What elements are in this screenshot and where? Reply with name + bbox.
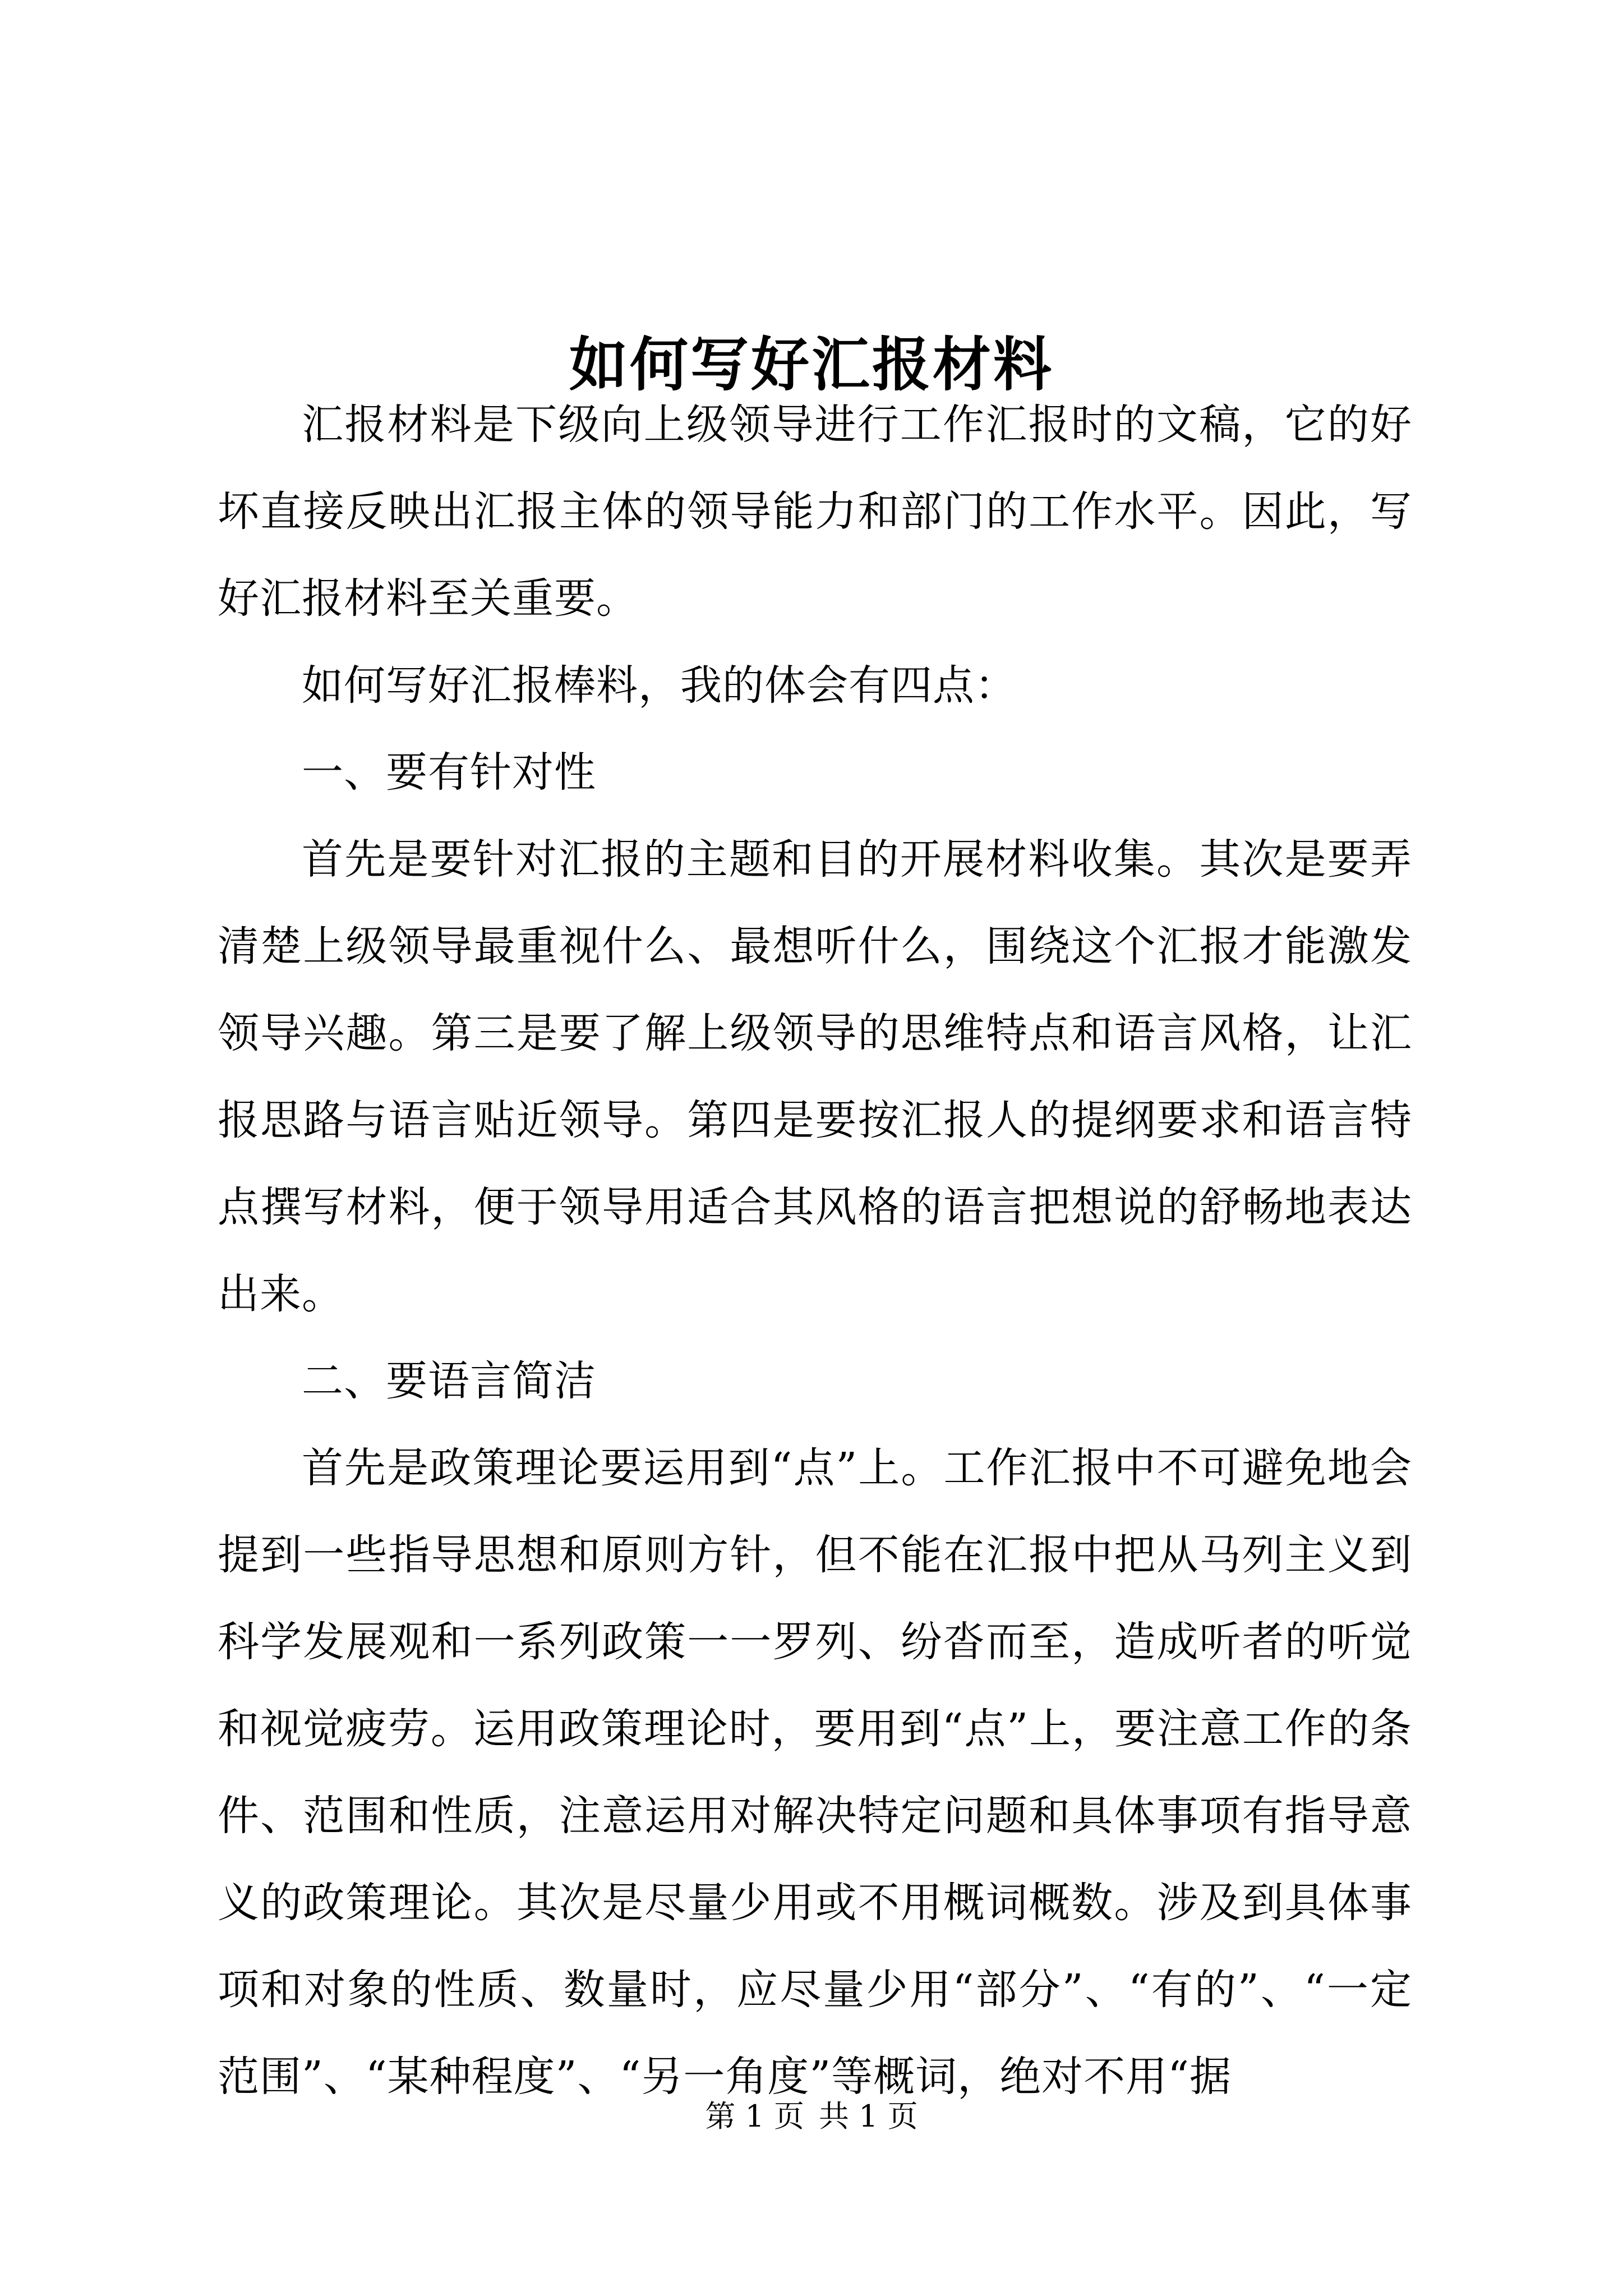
paragraph-section-1: 首先是要针对汇报的主题和目的开展材料收集。其次是要弄清楚上级领导最重视什么、最想听什么，围绕这个汇报才能激发领导兴趣。第三是要了解上级领导的思维特点和语言风格，让汇报思路与语言贴近领导。第四是要按汇报人的提纲要求和语言特点撰写材料，便于领导用适合其风格的语言把想说的舒畅地表达出来。 xyxy=(218,835,1412,1318)
page-number: 第 1 页 xyxy=(705,2099,804,2134)
paragraph-overview: 如何写好汇报棒料，我的体会有四点： xyxy=(302,661,1017,710)
document-title: 如何写好汇报材料 xyxy=(569,329,1054,399)
document-body xyxy=(218,381,1412,2120)
page-footer xyxy=(0,2097,1623,2136)
paragraph-intro: 汇报材料是下级向上级领导进行工作汇报时的文稿，它的好坏直接反映出汇报主体的领导能力和部门的工作水平。因此，写好汇报材料至关重要。 xyxy=(218,401,1412,623)
paragraph-section-2: 首先是政策理论要运用到“点”上。工作汇报中不可避免地会提到一些指导思想和原则方针，但不能在汇报中把从马列主义到科学发展观和一系列政策一一罗列、纷沓而至，造成听者的听觉和视觉疲劳。运用政策理论时，要用到“点”上，要注意工作的条件、范围和性质，注意运用对解决特定问题和具体事项有指导意义的政策理论。其次是尽量少用或不用概词概数。涉及到具体事项和对象的性质、数量时，应尽量少用“部分”、“有的”、“一定范围”、“某种程度”、“另一角度”等概词，绝对不用“据 xyxy=(218,1444,1412,2101)
page-count: 共 1 页 xyxy=(819,2099,918,2134)
section-heading-1: 一、要有针对性 xyxy=(302,748,596,797)
section-heading-2: 二、要语言简洁 xyxy=(302,1357,596,1405)
